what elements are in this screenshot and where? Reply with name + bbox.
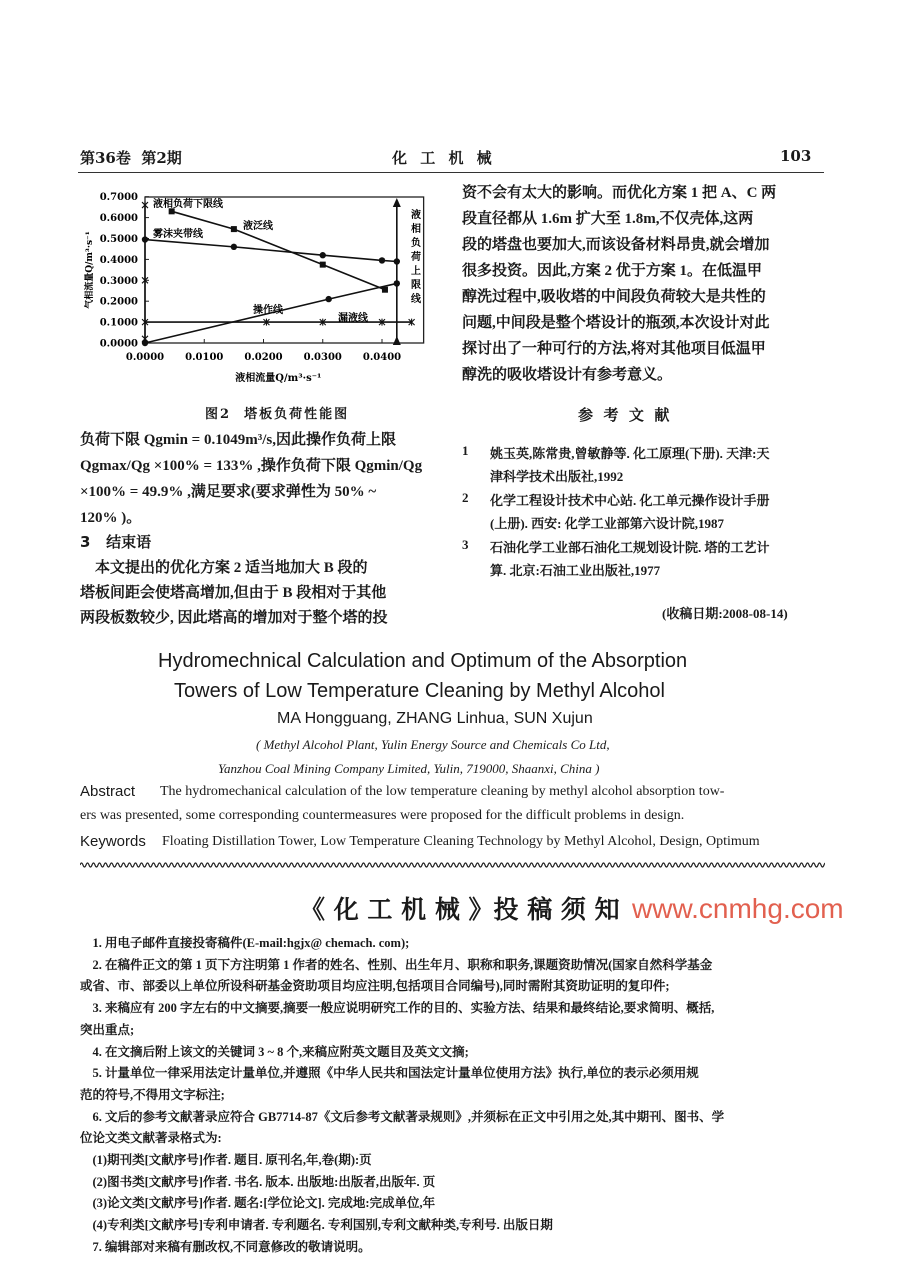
affiliation-line2: Yanzhou Coal Mining Company Limited, Yulin, 719000, Shaanxi, China )	[218, 761, 600, 776]
watermark: www.cnmhg.com	[632, 893, 844, 924]
text-line: 资不会有太大的影响。而优化方案 1 把 A、C 两	[462, 185, 777, 201]
series-label-entrain: 雾沫夹带线	[153, 229, 203, 240]
text-line: 醇洗的吸收塔设计有参考意义。	[462, 367, 673, 383]
notice-item: 位论文类文献著录格式为:	[80, 1131, 222, 1146]
text-line: 两段板数较少, 因此塔高的增加对于整个塔的投	[80, 610, 388, 626]
series-line-1	[145, 240, 397, 262]
reference-number: 1	[462, 443, 469, 458]
text-line: 醇洗过程中,吸收塔的中间段负荷较大是共性的	[462, 289, 766, 305]
header-rule	[78, 172, 824, 173]
abstract-text: ers was presented, some corresponding countermeasures were proposed for the difficult problems in design.	[80, 808, 685, 823]
y-tick-label: 0.4000	[99, 254, 138, 266]
reference-text: 姚玉英,陈常贵,曾敏静等. 化工原理(下册). 天津:天	[490, 446, 770, 461]
notice-item: (3)论文类[文献序号]作者. 题名:[学位论文]. 完成地:完成单位,年	[80, 1196, 436, 1211]
series-label-flood: 液泛线	[243, 221, 273, 232]
english-title-line2: Towers of Low Temperature Cleaning by Methyl Alcohol	[174, 680, 665, 702]
series-label-upper-char: 荷	[411, 252, 421, 263]
notice-item: (4)专利类[文献序号]专利申请者. 专利题名. 专利国别,专利文献种类,专利号. 出版日期	[80, 1218, 553, 1233]
y-tick-label: 0.3000	[99, 275, 138, 287]
notice-item: 5. 计量单位一律采用法定计量单位,并遵照《中华人民共和国法定计量单位使用方法》执行,单位的表示必须用规	[80, 1066, 699, 1081]
x-tick-label: 0.0200	[244, 352, 283, 363]
x-axis-label: 液相流量Q/m³·s⁻¹	[235, 373, 322, 384]
figure-caption: 图2 塔板负荷性能图	[205, 407, 350, 422]
notice-item: (1)期刊类[文献序号]作者. 题目. 原刊名,年,卷(期):页	[80, 1153, 372, 1167]
english-title-line1: Hydromechnical Calculation and Optimum of the Absorption	[158, 650, 688, 672]
text-line: 很多投资。因此,方案 2 优于方案 1。在低温甲	[462, 263, 763, 279]
keywords-text: Floating Distillation Tower, Low Temperature Cleaning Technology by Methyl Alcohol, Design, Optimum	[162, 834, 760, 849]
data-point	[320, 252, 326, 258]
data-point	[325, 296, 331, 302]
series-label-leak: 漏液线	[338, 313, 368, 324]
tray-load-chart	[80, 180, 440, 390]
text-line: 段直径都从 1.6m 扩大至 1.8m,不仅壳体,这两	[462, 211, 754, 227]
x-tick-label: 0.0000	[125, 352, 165, 363]
reference-text: 津科学技术出版社,1992	[490, 469, 624, 484]
text-line: 120% )。	[80, 510, 142, 526]
text-line: 塔板间距会使塔高增加,但由于 B 段相对于其他	[80, 585, 387, 601]
wavy-line	[80, 863, 825, 867]
abstract-label: Abstract	[80, 783, 136, 800]
y-axis-label: 气相流量Q/m³·s⁻¹	[85, 231, 95, 309]
y-tick-label: 0.6000	[99, 213, 138, 225]
reference-number: 2	[462, 490, 469, 505]
y-tick-label: 0.0000	[99, 338, 138, 350]
notice-item: 范的符号,不得用文字标注;	[80, 1087, 225, 1102]
notice-item: 4. 在文摘后附上该文的关键词 3 ~ 8 个,来稿应附英文题目及英文文摘;	[80, 1044, 469, 1059]
reference-text: (上册). 西安: 化学工业部第六设计院,1987	[490, 516, 724, 531]
data-point	[231, 226, 237, 232]
data-point	[142, 202, 148, 209]
keywords-label: Keywords	[80, 833, 146, 850]
notice-title: 《 化 工 机 械 》投 稿 须 知	[300, 895, 620, 924]
notice-item: 7. 编辑部对来稿有删改权,不同意修改的敬请说明。	[80, 1239, 371, 1254]
data-point	[382, 287, 388, 293]
text-line: 本文提出的优化方案 2 适当地加大 B 段的	[80, 560, 368, 576]
series-label-lower: 液相负荷下限线	[153, 199, 223, 210]
notice-item: 1. 用电子邮件直接投寄稿件(E-mail:hgjx@ chemach. com);	[80, 936, 410, 950]
series-label-upper-char: 线	[411, 294, 421, 305]
x-tick-label: 0.0400	[362, 352, 402, 363]
y-tick-label: 0.5000	[99, 234, 138, 245]
series-label-upper-char: 相	[411, 224, 421, 235]
notice-item: (2)图书类[文献序号]作者. 书名. 版本. 出版地:出版者,出版年. 页	[80, 1174, 436, 1189]
notice-item: 或省、市、部委以上单位所设科研基金资助项目均应注明,包括项目合同编号),同时需附其资助证明的复印件;	[80, 979, 670, 994]
series-label-upper-char: 液	[411, 210, 421, 221]
text-line: ×100% = 49.9% ,满足要求(要求弹性为 50% ~	[80, 484, 377, 500]
data-point	[142, 335, 148, 342]
notice-item: 3. 来稿应有 200 字左右的中文摘要,摘要一般应说明研究工作的目的、实验方法、结果和最终结论,要求简明、概括,	[80, 1001, 715, 1016]
data-point	[393, 198, 401, 207]
abstract-text: The hydromechanical calculation of the low temperature cleaning by methyl alcohol absorption tow-	[160, 784, 725, 799]
reference-text: 算. 北京:石油工业出版社,1977	[490, 563, 661, 578]
authors: MA Hongguang, ZHANG Linhua, SUN Xujun	[277, 710, 593, 727]
section-heading: 3 结束语	[80, 533, 152, 551]
text-line: 负荷下限 Qgmin = 0.1049m³/s,因此操作负荷上限	[80, 432, 396, 448]
text-line: 问题,中间段是整个塔设计的瓶颈,本次设计对此	[462, 315, 770, 331]
page-number: 103	[780, 147, 812, 165]
data-point	[379, 257, 385, 263]
series-label-upper-char: 负	[411, 238, 421, 249]
notice-item: 6. 文后的参考文献著录应符合 GB7714-87《文后参考文献著录规则》,并须标在正文中引用之处,其中期刊、图书、学	[80, 1109, 725, 1124]
references-heading: 参 考 文 献	[578, 406, 670, 424]
notice-item: 2. 在稿件正文的第 1 页下方注明第 1 作者的姓名、性别、出生年月、职称和职务,课题资助情况(国家自然科学基金	[80, 957, 713, 972]
text-line: 探讨出了一种可行的方法,将对其他项目低温甲	[462, 341, 766, 357]
data-point	[320, 262, 326, 268]
reference-text: 石油化学工业部石油化工规划设计院. 塔的工艺计	[490, 540, 770, 555]
reference-text: 化学工程设计技术中心站. 化工单元操作设计手册	[490, 493, 770, 508]
notice-item: 突出重点;	[80, 1022, 135, 1037]
y-tick-label: 0.2000	[99, 296, 138, 308]
data-point	[231, 244, 237, 250]
text-line: 段的塔盘也要加大,而该设备材料昂贵,就会增加	[462, 237, 770, 253]
issue-label: 第36卷 第2期	[80, 149, 182, 167]
series-label-upper-char: 限	[411, 280, 421, 291]
series-label-upper-char: 上	[411, 266, 421, 277]
journal-name: 化 工 机 械	[392, 149, 496, 167]
x-tick-label: 0.0300	[303, 352, 342, 363]
y-tick-label: 0.1000	[99, 317, 138, 329]
x-tick-label: 0.0100	[185, 352, 224, 363]
data-point	[393, 336, 401, 345]
affiliation-line1: ( Methyl Alcohol Plant, Yulin Energy Source and Chemicals Co Ltd,	[256, 737, 610, 752]
received-date: (收稿日期:2008-08-14)	[662, 606, 788, 621]
wavy-divider	[80, 860, 825, 870]
series-label-oper: 操作线	[253, 305, 283, 316]
y-tick-label: 0.7000	[99, 192, 138, 204]
text-line: Qgmax/Qg ×100% = 133% ,操作负荷下限 Qgmin/Qg	[80, 458, 423, 474]
reference-number: 3	[462, 537, 469, 552]
